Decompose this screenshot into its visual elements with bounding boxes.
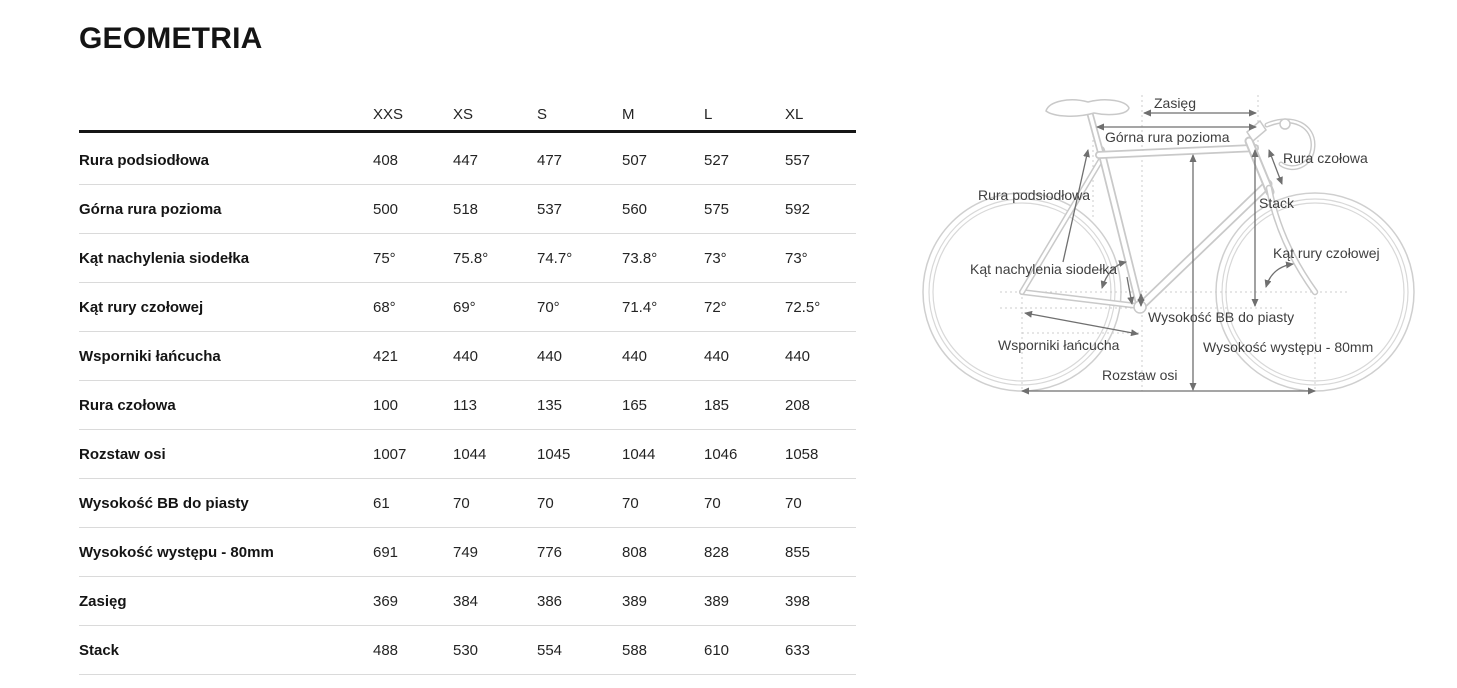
- geometry-value-cell: 75.8°: [453, 249, 489, 267]
- geometry-value-cell: 808: [622, 543, 648, 561]
- geometry-value-cell: 73.8°: [622, 249, 658, 267]
- geometry-value-cell: 73°: [785, 249, 808, 267]
- geometry-value-cell: 73°: [704, 249, 727, 267]
- table-row: [79, 332, 856, 381]
- geometry-value-cell: 74.7°: [537, 249, 573, 267]
- table-row: [79, 283, 856, 332]
- diagram-label-wsporniki-lancucha: Wsporniki łańcucha: [998, 337, 1120, 353]
- diagram-label-rura-czolowa: Rura czołowa: [1283, 150, 1368, 166]
- size-header-xl: XL: [785, 106, 804, 123]
- geometry-value-cell: 68°: [373, 298, 396, 316]
- wsporniki-arrow: [1025, 313, 1138, 334]
- geometry-value-cell: 488: [373, 641, 399, 659]
- geometry-value-cell: 828: [704, 543, 730, 561]
- geometry-value-cell: 1045: [537, 445, 571, 463]
- size-header-xxs: XXS: [373, 106, 404, 123]
- geometry-value-cell: 477: [537, 151, 563, 169]
- diagram-label-kat-nachylenia-siodelka: Kąt nachylenia siodełka: [970, 261, 1118, 277]
- geometry-value-cell: 588: [622, 641, 648, 659]
- row-label: Zasięg: [79, 592, 127, 610]
- geometry-value-cell: 440: [785, 347, 811, 365]
- geometry-value-cell: 592: [785, 200, 811, 218]
- geometry-value-cell: 527: [704, 151, 730, 169]
- row-label: Rura czołowa: [79, 396, 176, 414]
- geometry-value-cell: 557: [785, 151, 811, 169]
- geometry-value-cell: 384: [453, 592, 479, 610]
- rura-czolowa-arrow: [1269, 150, 1282, 184]
- geometry-value-cell: 518: [453, 200, 479, 218]
- geometry-value-cell: 408: [373, 151, 399, 169]
- diagram-label-rozstaw-osi: Rozstaw osi: [1102, 367, 1178, 383]
- geometry-value-cell: 691: [373, 543, 399, 561]
- diagram-label-gorna-rura-pozioma: Górna rura pozioma: [1105, 129, 1230, 145]
- geometry-value-cell: 70: [704, 494, 721, 512]
- geometry-value-cell: 855: [785, 543, 811, 561]
- row-label: Kąt rury czołowej: [79, 298, 204, 316]
- geometry-value-cell: 70: [537, 494, 554, 512]
- geometry-value-cell: 633: [785, 641, 811, 659]
- geometry-value-cell: 100: [373, 396, 399, 414]
- geometry-value-cell: 69°: [453, 298, 476, 316]
- geometry-value-cell: 75°: [373, 249, 396, 267]
- table-body: [79, 136, 856, 675]
- geometry-value-cell: 554: [537, 641, 563, 659]
- table-row: [79, 626, 856, 675]
- geometry-value-cell: 749: [453, 543, 479, 561]
- geometry-value-cell: 389: [622, 592, 648, 610]
- geometry-value-cell: 71.4°: [622, 298, 658, 316]
- page-title: GEOMETRIA: [79, 22, 263, 55]
- size-header-xs: XS: [453, 106, 474, 123]
- size-header-l: L: [704, 106, 713, 123]
- diagram-label-zasieg: Zasięg: [1153, 95, 1197, 111]
- row-label: Wsporniki łańcucha: [79, 347, 221, 365]
- geometry-value-cell: 507: [622, 151, 648, 169]
- geometry-value-cell: 70: [453, 494, 470, 512]
- table-row: [79, 381, 856, 430]
- bike-geometry-diagram: [905, 70, 1457, 430]
- saddle: [1046, 100, 1129, 116]
- geometry-value-cell: 70: [622, 494, 639, 512]
- diagram-label-kat-rury-czolowej: Kąt rury czołowej: [1273, 245, 1380, 261]
- table-row: [79, 136, 856, 185]
- diagram-labels: [970, 95, 1380, 383]
- head-angle-arc: [1266, 264, 1293, 287]
- geometry-value-cell: 610: [704, 641, 730, 659]
- bottom-bracket: [1134, 301, 1146, 313]
- geometry-value-cell: 208: [785, 396, 811, 414]
- geometry-value-cell: 1046: [704, 445, 738, 463]
- handlebar-clamp: [1280, 119, 1290, 129]
- row-label: Stack: [79, 641, 120, 659]
- geometry-value-cell: 776: [537, 543, 563, 561]
- geometry-value-cell: 440: [704, 347, 730, 365]
- geometry-value-cell: 447: [453, 151, 479, 169]
- table-row: [79, 577, 856, 626]
- geometry-value-cell: 560: [622, 200, 648, 218]
- diagram-label-stack: Stack: [1259, 195, 1295, 211]
- geometry-value-cell: 440: [453, 347, 479, 365]
- geometry-value-cell: 113: [453, 396, 477, 414]
- geometry-value-cell: 1044: [622, 445, 656, 463]
- diagram-label-wysokosc-bb-do-piasty: Wysokość BB do piasty: [1148, 309, 1295, 325]
- table-row: [79, 479, 856, 528]
- geometry-value-cell: 72.5°: [785, 298, 821, 316]
- geometry-value-cell: 185: [704, 396, 730, 414]
- size-header-s: S: [537, 106, 548, 123]
- geometry-value-cell: 1044: [453, 445, 487, 463]
- diagram-label-rura-podsiodlowa: Rura podsiodłowa: [978, 187, 1091, 203]
- row-label: Rura podsiodłowa: [79, 151, 210, 169]
- size-header-m: M: [622, 106, 635, 123]
- table-row: [79, 430, 856, 479]
- geometry-value-cell: 389: [704, 592, 730, 610]
- geometry-value-cell: 500: [373, 200, 399, 218]
- geometry-value-cell: 369: [373, 592, 399, 610]
- table-row: [79, 185, 856, 234]
- rura-podsiodlowa-arrow: [1063, 150, 1088, 262]
- table-row: [79, 528, 856, 577]
- row-label: Kąt nachylenia siodełka: [79, 249, 250, 267]
- geometry-value-cell: 70: [785, 494, 802, 512]
- table-row: [79, 234, 856, 283]
- geometry-value-cell: 72°: [704, 298, 727, 316]
- geometry-table: [79, 99, 856, 675]
- geometry-value-cell: 1007: [373, 445, 407, 463]
- geometry-value-cell: 421: [373, 347, 399, 365]
- geometry-value-cell: 61: [373, 494, 390, 512]
- geometry-value-cell: 1058: [785, 445, 819, 463]
- geometry-value-cell: 386: [537, 592, 563, 610]
- row-label: Górna rura pozioma: [79, 200, 222, 218]
- geometry-value-cell: 440: [622, 347, 648, 365]
- row-label: Wysokość BB do piasty: [79, 494, 249, 512]
- geometry-value-cell: 537: [537, 200, 563, 218]
- table-header-row: [79, 99, 856, 133]
- geometry-value-cell: 165: [622, 396, 648, 414]
- geometry-value-cell: 575: [704, 200, 730, 218]
- geometry-value-cell: 70°: [537, 298, 560, 316]
- row-label: Wysokość występu - 80mm: [79, 543, 274, 561]
- geometry-value-cell: 530: [453, 641, 479, 659]
- geometry-value-cell: 135: [537, 396, 563, 414]
- row-label: Rozstaw osi: [79, 445, 166, 463]
- geometry-value-cell: 398: [785, 592, 811, 610]
- diagram-label-wysokosc-wystepu: Wysokość występu - 80mm: [1203, 339, 1374, 355]
- geometry-value-cell: 440: [537, 347, 563, 365]
